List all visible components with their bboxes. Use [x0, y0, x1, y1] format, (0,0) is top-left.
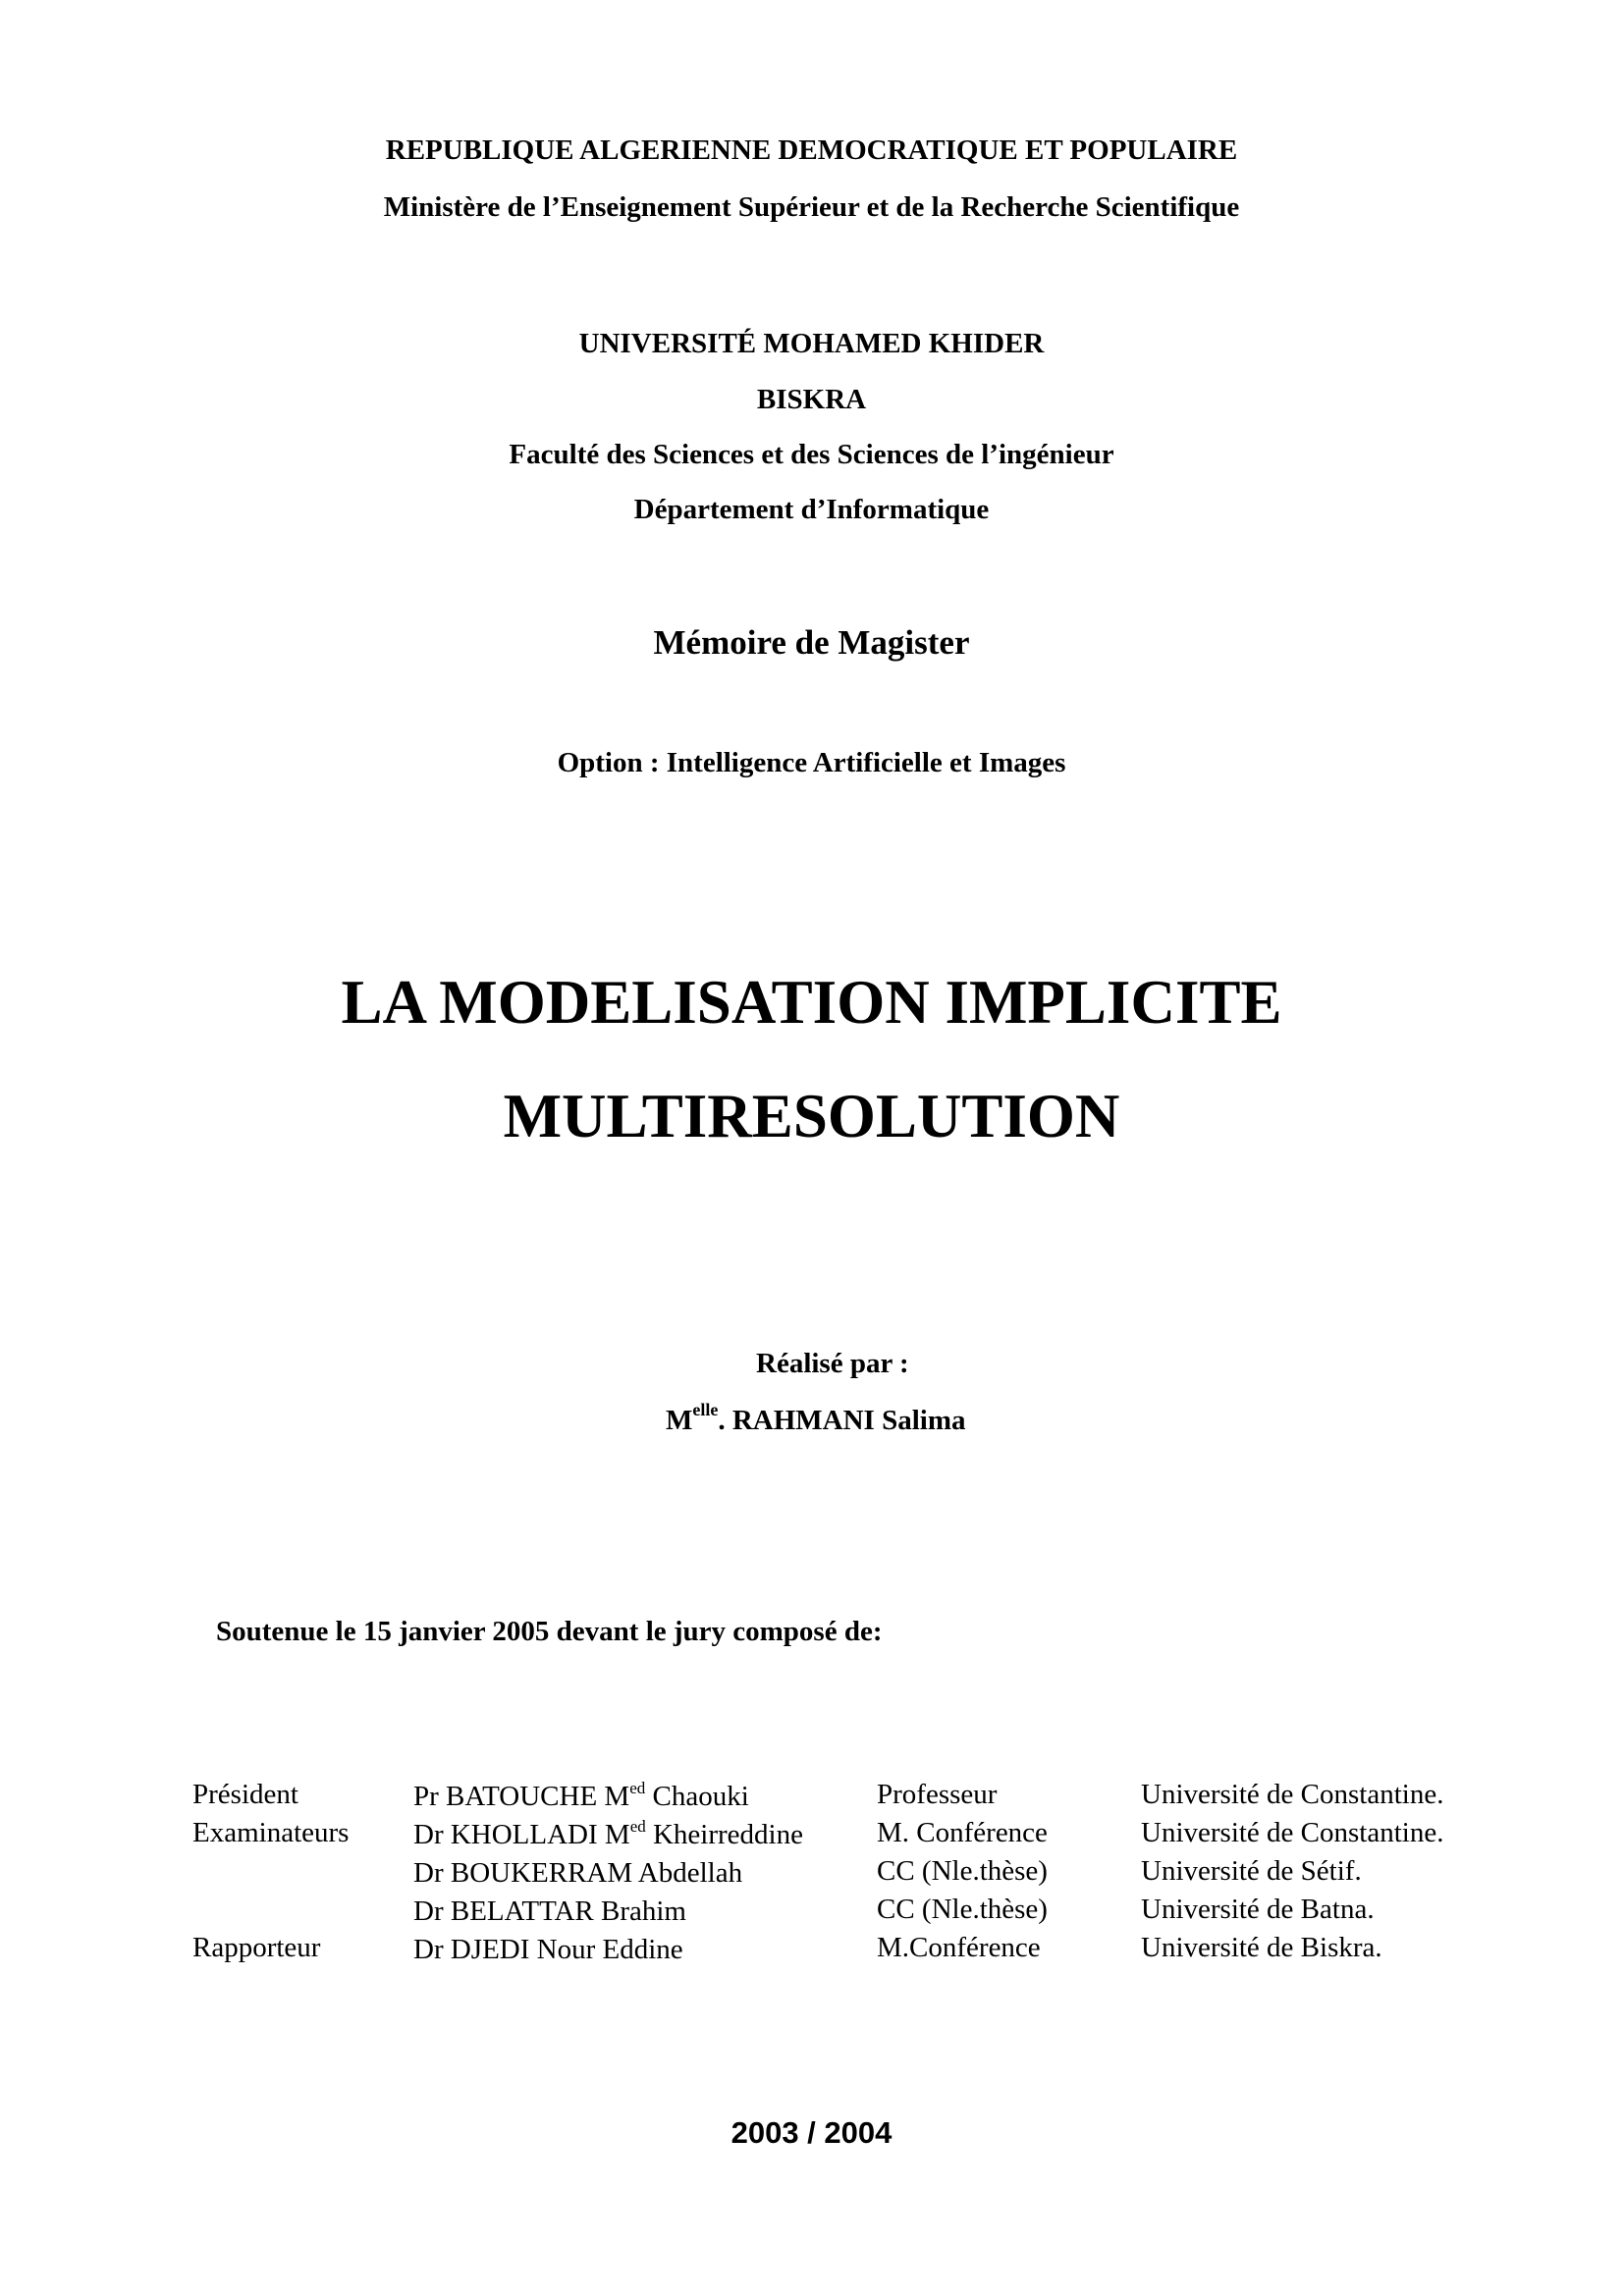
jury-name-rest: Kheirreddine [645, 1819, 803, 1850]
option-line: Option : Intelligence Artificielle et Images [557, 747, 1066, 778]
soutenue-line: Soutenue le 15 janvier 2005 devant le jury composé de: [216, 1616, 883, 1647]
jury-row [0, 1932, 1623, 1970]
jury-member-name [413, 1932, 683, 1966]
jury-member-name [413, 1779, 749, 1813]
jury-universite: Université de Constantine. [1141, 1817, 1444, 1848]
departement-line: Département d’Informatique [633, 494, 990, 525]
jury-name-main: Pr BATOUCHE M [413, 1781, 630, 1812]
jury-row [0, 1817, 1623, 1855]
jury-role: Examinateurs [192, 1817, 350, 1848]
jury-name-rest: Chaouki [645, 1781, 749, 1812]
jury-grade: CC (Nle.thèse) [877, 1894, 1048, 1925]
faculte-line: Faculté des Sciences et des Sciences de l’ingénieur [509, 439, 1114, 470]
jury-grade: M. Conférence [877, 1817, 1048, 1848]
author-prefix-sup: elle [692, 1400, 719, 1419]
thesis-title-line-2: MULTIRESOLUTION [503, 1082, 1120, 1150]
jury-name-main: Dr BOUKERRAM Abdellah [413, 1857, 743, 1889]
jury-member-name [413, 1817, 803, 1851]
ministere-line: Ministère de l’Enseignement Supérieur et de la Recherche Scientifique [383, 191, 1240, 223]
author-prefix: M [666, 1405, 693, 1436]
jury-grade: M.Conférence [877, 1932, 1041, 1963]
jury-grade: CC (Nle.thèse) [877, 1855, 1048, 1887]
academic-year: 2003 / 2004 [730, 2115, 893, 2150]
jury-universite: Université de Constantine. [1141, 1779, 1444, 1810]
universite-line: UNIVERSITÉ MOHAMED KHIDER [578, 328, 1045, 359]
republique-line: REPUBLIQUE ALGERIENNE DEMOCRATIQUE ET POPULAIRE [385, 134, 1238, 166]
ville-line: BISKRA [756, 384, 867, 415]
jury-name-sup: ed [629, 1817, 646, 1836]
jury-row [0, 1779, 1623, 1817]
jury-name-main: Dr DJEDI Nour Eddine [413, 1934, 683, 1965]
jury-member-name [413, 1855, 742, 1890]
thesis-title-line-1: LA MODELISATION IMPLICITE [341, 968, 1282, 1037]
jury-universite: Université de Batna. [1141, 1894, 1375, 1925]
jury-name-main: Dr BELATTAR Brahim [413, 1896, 686, 1927]
jury-name-main: Dr KHOLLADI M [413, 1819, 630, 1850]
jury-grade: Professeur [877, 1779, 998, 1810]
jury-row [0, 1894, 1623, 1932]
memoire-type: Mémoire de Magister [653, 623, 970, 662]
jury-universite: Université de Sétif. [1141, 1855, 1362, 1887]
jury-member-name [413, 1894, 686, 1928]
jury-table [0, 1779, 1623, 1970]
author-line [666, 1400, 966, 1437]
jury-name-sup: ed [629, 1779, 646, 1797]
jury-row [0, 1855, 1623, 1894]
realise-label: Réalisé par : [756, 1348, 909, 1379]
jury-role: Rapporteur [192, 1932, 321, 1963]
jury-role: Président [192, 1779, 298, 1810]
author-name: . RAHMANI Salima [718, 1405, 966, 1436]
jury-universite: Université de Biskra. [1141, 1932, 1382, 1963]
